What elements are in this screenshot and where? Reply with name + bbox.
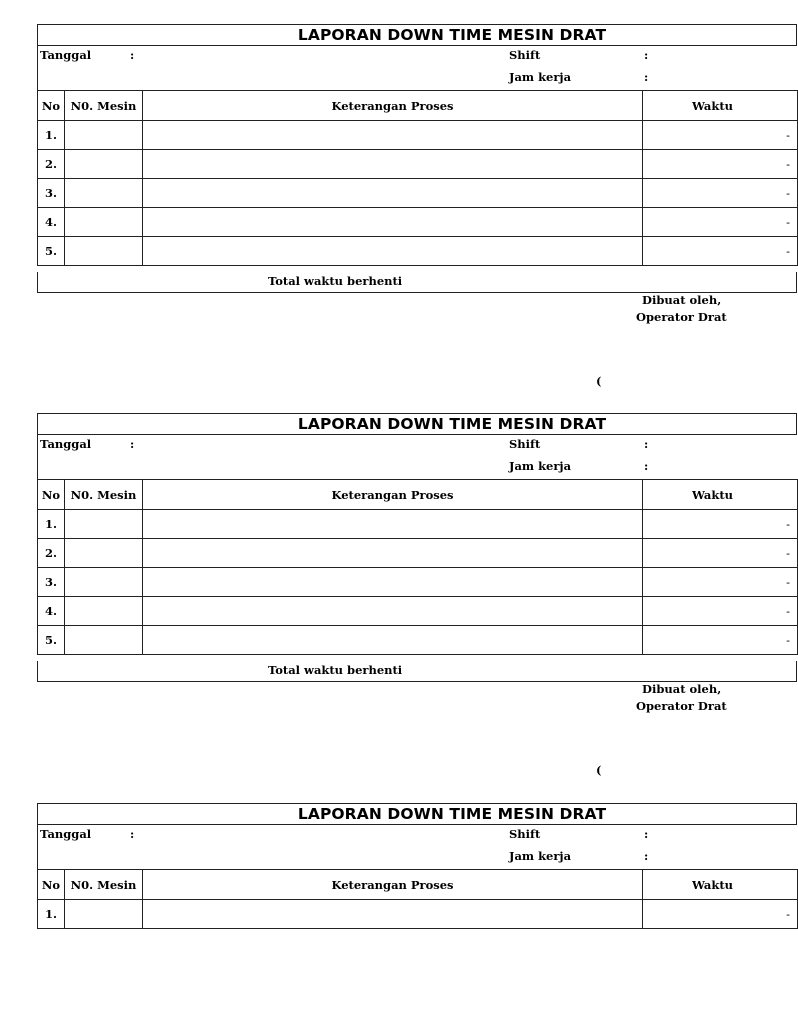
mesin-cell[interactable] [65, 179, 143, 208]
jam-kerja-label: Jam kerja [509, 459, 572, 473]
waktu-cell[interactable]: - [643, 597, 798, 626]
mesin-cell[interactable] [65, 900, 143, 929]
table-header-row [38, 870, 798, 900]
col-header-keterangan: Keterangan Proses [143, 480, 643, 510]
table-row [38, 121, 798, 150]
jam-kerja-label: Jam kerja [509, 849, 572, 863]
mesin-cell[interactable] [65, 626, 143, 655]
info-box [37, 45, 797, 91]
col-header-mesin: N0. Mesin [65, 870, 143, 900]
dibuat-oleh-label: Dibuat oleh, [642, 293, 722, 307]
shift-label: Shift [509, 437, 541, 451]
row-no: 2. [38, 539, 65, 568]
col-header-keterangan: Keterangan Proses [143, 870, 643, 900]
form-title: LAPORAN DOWN TIME MESIN DRAT [297, 805, 607, 823]
row-no: 1. [38, 121, 65, 150]
shift-label: Shift [509, 827, 541, 841]
col-header-mesin: N0. Mesin [65, 91, 143, 121]
table-header-row [38, 91, 798, 121]
col-header-waktu: Waktu [643, 480, 798, 510]
signature-paren: ( [596, 763, 602, 777]
waktu-cell[interactable]: - [643, 150, 798, 179]
tanggal-colon: : [130, 827, 135, 841]
shift-colon: : [644, 48, 649, 62]
title-row [37, 803, 797, 825]
shift-colon: : [644, 437, 649, 451]
total-row [37, 661, 797, 682]
waktu-cell[interactable]: - [643, 121, 798, 150]
row-no: 4. [38, 208, 65, 237]
jam-kerja-label: Jam kerja [509, 70, 572, 84]
table-row [38, 626, 798, 655]
waktu-cell[interactable]: - [643, 179, 798, 208]
operator-label: Operator Drat [636, 699, 727, 713]
table-row [38, 237, 798, 266]
keterangan-cell[interactable] [143, 539, 643, 568]
table-row [38, 900, 798, 929]
total-label: Total waktu berhenti [268, 274, 403, 288]
row-no: 4. [38, 597, 65, 626]
downtime-table [37, 90, 798, 266]
waktu-cell[interactable]: - [643, 237, 798, 266]
keterangan-cell[interactable] [143, 208, 643, 237]
waktu-cell[interactable]: - [643, 568, 798, 597]
table-header-row [38, 480, 798, 510]
col-header-no: No [38, 870, 65, 900]
col-header-waktu: Waktu [643, 870, 798, 900]
keterangan-cell[interactable] [143, 179, 643, 208]
waktu-cell[interactable]: - [643, 510, 798, 539]
tanggal-label: Tanggal [40, 827, 92, 841]
table-row [38, 150, 798, 179]
mesin-cell[interactable] [65, 510, 143, 539]
waktu-cell[interactable]: - [643, 208, 798, 237]
table-row [38, 179, 798, 208]
keterangan-cell[interactable] [143, 626, 643, 655]
row-no: 1. [38, 900, 65, 929]
table-row [38, 597, 798, 626]
keterangan-cell[interactable] [143, 568, 643, 597]
mesin-cell[interactable] [65, 568, 143, 597]
dibuat-oleh-label: Dibuat oleh, [642, 682, 722, 696]
col-header-mesin: N0. Mesin [65, 480, 143, 510]
tanggal-label: Tanggal [40, 48, 92, 62]
mesin-cell[interactable] [65, 208, 143, 237]
info-box [37, 824, 797, 870]
waktu-cell[interactable]: - [643, 900, 798, 929]
keterangan-cell[interactable] [143, 121, 643, 150]
jam-kerja-colon: : [644, 849, 649, 863]
tanggal-label: Tanggal [40, 437, 92, 451]
form-title: LAPORAN DOWN TIME MESIN DRAT [297, 415, 607, 433]
table-row [38, 510, 798, 539]
info-box [37, 434, 797, 480]
mesin-cell[interactable] [65, 121, 143, 150]
table-row [38, 208, 798, 237]
downtime-table [37, 869, 798, 929]
row-no: 5. [38, 626, 65, 655]
table-row [38, 568, 798, 597]
title-row [37, 413, 797, 435]
row-no: 5. [38, 237, 65, 266]
shift-label: Shift [509, 48, 541, 62]
waktu-cell[interactable]: - [643, 539, 798, 568]
row-no: 1. [38, 510, 65, 539]
col-header-waktu: Waktu [643, 91, 798, 121]
mesin-cell[interactable] [65, 150, 143, 179]
jam-kerja-colon: : [644, 459, 649, 473]
jam-kerja-colon: : [644, 70, 649, 84]
downtime-table [37, 479, 798, 655]
mesin-cell[interactable] [65, 237, 143, 266]
keterangan-cell[interactable] [143, 597, 643, 626]
row-no: 3. [38, 179, 65, 208]
col-header-keterangan: Keterangan Proses [143, 91, 643, 121]
row-no: 3. [38, 568, 65, 597]
tanggal-colon: : [130, 437, 135, 451]
tanggal-colon: : [130, 48, 135, 62]
title-row [37, 24, 797, 46]
total-row [37, 272, 797, 293]
col-header-no: No [38, 91, 65, 121]
keterangan-cell[interactable] [143, 510, 643, 539]
shift-colon: : [644, 827, 649, 841]
keterangan-cell[interactable] [143, 900, 643, 929]
row-no: 2. [38, 150, 65, 179]
form-title: LAPORAN DOWN TIME MESIN DRAT [297, 26, 607, 44]
mesin-cell[interactable] [65, 539, 143, 568]
waktu-cell[interactable]: - [643, 626, 798, 655]
mesin-cell[interactable] [65, 597, 143, 626]
col-header-no: No [38, 480, 65, 510]
keterangan-cell[interactable] [143, 237, 643, 266]
signature-paren: ( [596, 374, 602, 388]
total-label: Total waktu berhenti [268, 663, 403, 677]
table-row [38, 539, 798, 568]
operator-label: Operator Drat [636, 310, 727, 324]
keterangan-cell[interactable] [143, 150, 643, 179]
